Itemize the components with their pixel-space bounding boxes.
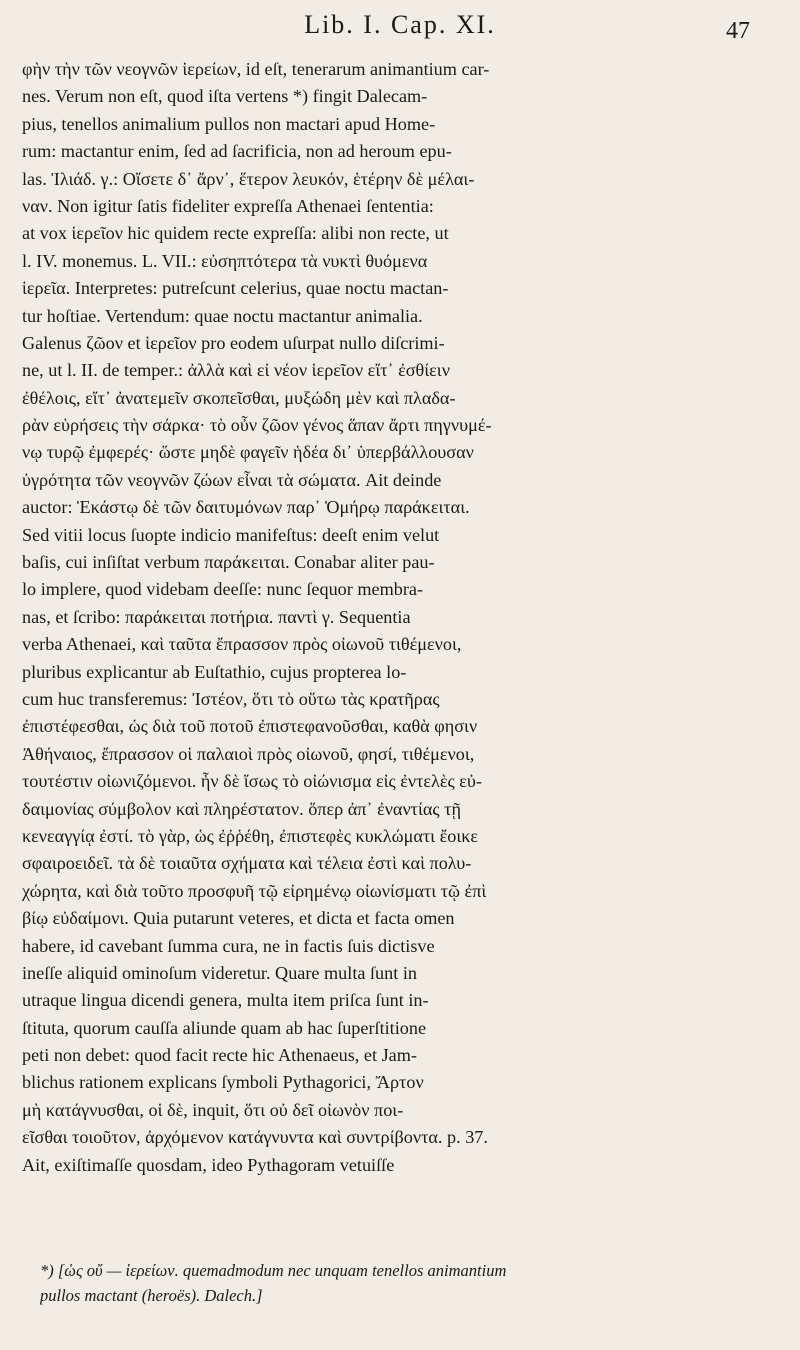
text-line: nes. Verum non eſt, quod iſta vertens *) fingit Dalecam- — [22, 86, 428, 107]
text-line: pius, tenellos animalium pullos non mactari apud Home- — [22, 113, 436, 134]
text-line: ὑγρότητα τῶν νεογνῶν ζώων εἶναι τὰ σώματα. Ait deinde — [22, 469, 442, 490]
text-line: ἱερεῖα. Interpretes: putreſcunt celerius, quae noctu mactan- — [22, 278, 449, 299]
text-line: κενεαγγίᾳ ἐστί. τὸ γὰρ, ὡς ἐῤῥέθη, ἐπιστεφὲς κυκλώματι ἔοικε — [22, 825, 479, 846]
text-line: φὴν τὴν τῶν νεογνῶν ἱερείων, id eſt, tenerarum animantium car- — [22, 59, 490, 79]
text-line: l. IV. monemus. L. VII.: εὐσηπτότερα τὰ νυκτὶ θυόμενα — [22, 250, 428, 271]
text-line: Ἀθήναιος, ἔπρασσον οἱ παλαιοὶ πρὸς οἰωνοῦ, φησί, τιθέμενοι, — [22, 743, 475, 764]
text-line: nas, et ſcribo: παράκειται ποτήρια. παντὶ γ. Sequentia — [22, 606, 411, 627]
text-line: tur hoſtiae. Vertendum: quae noctu mactantur animalia. — [22, 305, 423, 326]
text-line: Galenus ζῶον et ἱερεῖον pro eodem uſurpat nullo diſcrimi- — [22, 332, 445, 353]
text-line: auctor: Ἑκάστῳ δὲ τῶν δαιτυμόνων παρ᾽ Ὁμήρῳ παράκειται. — [22, 497, 470, 518]
footnote-line: pullos mactant (heroës). Dalech.] — [40, 1286, 263, 1305]
text-line: baſis, cui inſiſtat verbum παράκειται. Conabar aliter pau- — [22, 552, 435, 573]
text-line: blichus rationem explicans ſymboli Pythagorici, Ἄρτον — [22, 1072, 424, 1093]
running-head — [0, 4, 800, 44]
text-line: verba Athenaei, καὶ ταῦτα ἔπρασσον πρὸς οἰωνοῦ τιθέμενοι, — [22, 634, 462, 655]
text-line: δαιμονίας σύμβολον καὶ πληρέστατον. ὅπερ ἀπ᾽ ἐναντίας τῇ — [22, 798, 461, 819]
text-line: ναν. Non igitur ſatis fideliter expreſſa Athenaei ſententia: — [22, 195, 434, 216]
text-line: rum: mactantur enim, ſed ad ſacrificia, non ad heroum epu- — [22, 141, 452, 162]
text-line: εῖσθαι τοιοῦτον, ἀρχόμενον κατάγνυντα καὶ συντρίβοντα. p. 37. — [22, 1127, 488, 1148]
text-line: βίῳ εὐδαίμονι. Quia putarunt veteres, et dicta et facta omen — [22, 908, 455, 929]
text-line: at vox ἱερεῖον hic quidem recte expreſſa: alibi non recte, ut — [22, 223, 449, 244]
footnote-line: *) [ὡς οὔ — ἱερείων. quemadmodum nec unquam tenellos animantium — [40, 1261, 507, 1280]
text-line: ἐθέλοις, εἴτ᾽ ἀνατεμεῖν σκοπεῖσθαι, μυξώδη μὲν καὶ πλαδα- — [22, 387, 456, 408]
text-line: ne, ut l. II. de temper.: ἀλλὰ καὶ εἰ νέον ἱερεῖον εἴτ᾽ ἐσθίειν — [22, 360, 450, 381]
page-number: 47 — [726, 18, 750, 44]
text-line: pluribus explicantur ab Euſtathio, cujus propterea lo- — [22, 661, 407, 682]
main-text — [22, 56, 772, 1179]
text-line: las. Ἰλιάδ. γ.: Οἴσετε δ᾽ ἄρν᾽, ἕτερον λευκόν, ἑτέρην δὲ μέλαι- — [22, 168, 475, 189]
text-line: μὴ κατάγνυσθαι, οἱ δὲ, inquit, ὅτι οὐ δεῖ οἰωνὸν ποι- — [22, 1099, 404, 1120]
text-line: utraque lingua dicendi genera, multa item priſca ſunt in- — [22, 990, 429, 1011]
running-title: Lib. I. Cap. XI. — [304, 10, 496, 39]
text-line: habere, id cavebant ſumma cura, ne in factis ſuis dictisve — [22, 935, 435, 956]
text-line: σφαιροειδεῖ. τὰ δὲ τοιαῦτα σχήματα καὶ τέλεια ἐστὶ καὶ πολυ- — [22, 853, 472, 874]
text-line: ineſſe aliquid ominoſum videretur. Quare multa ſunt in — [22, 962, 417, 983]
text-line: τουτέστιν οἰωνιζόμενοι. ἦν δὲ ἴσως τὸ οἰώνισμα εἰς ἐντελὲς εὐ- — [22, 771, 482, 792]
text-line: ſtituta, quorum cauſſa aliunde quam ab hac ſuperſtitione — [22, 1017, 427, 1038]
footnote — [40, 1258, 740, 1308]
text-line: ρὰν εὑρήσεις τὴν σάρκα· τὸ οὖν ζῶον γένος ἅπαν ἄρτι πηγνυμέ- — [22, 415, 492, 436]
text-line: Sed vitii locus ſuopte indicio manifeſtus: deeſt enim velut — [22, 524, 440, 545]
text-line: peti non debet: quod facit recte hic Athenaeus, et Jam- — [22, 1045, 417, 1066]
text-line: ἐπιστέφεσθαι, ὡς διὰ τοῦ ποτοῦ ἐπιστεφανοῦσθαι, καθὰ φησιν — [22, 716, 478, 737]
text-line: χώρητα, καὶ διὰ τοῦτο προσφυῆ τῷ εἰρημένῳ οἰωνίσματι τῷ ἐπὶ — [22, 880, 487, 901]
text-line: cum huc transferemus: Ἰστέον, ὅτι τὸ οὕτω τὰς κρατῆρας — [22, 688, 440, 709]
text-line: lo implere, quod videbam deeſſe: nunc ſequor membra- — [22, 579, 424, 600]
text-line: νῳ τυρῷ ἐμφερές· ὥστε μηδὲ φαγεῖν ἡδέα δι᾽ ὑπερβάλλουσαν — [22, 442, 474, 463]
text-line: Ait, exiſtimaſſe quosdam, ideo Pythagoram vetuiſſe — [22, 1154, 395, 1175]
